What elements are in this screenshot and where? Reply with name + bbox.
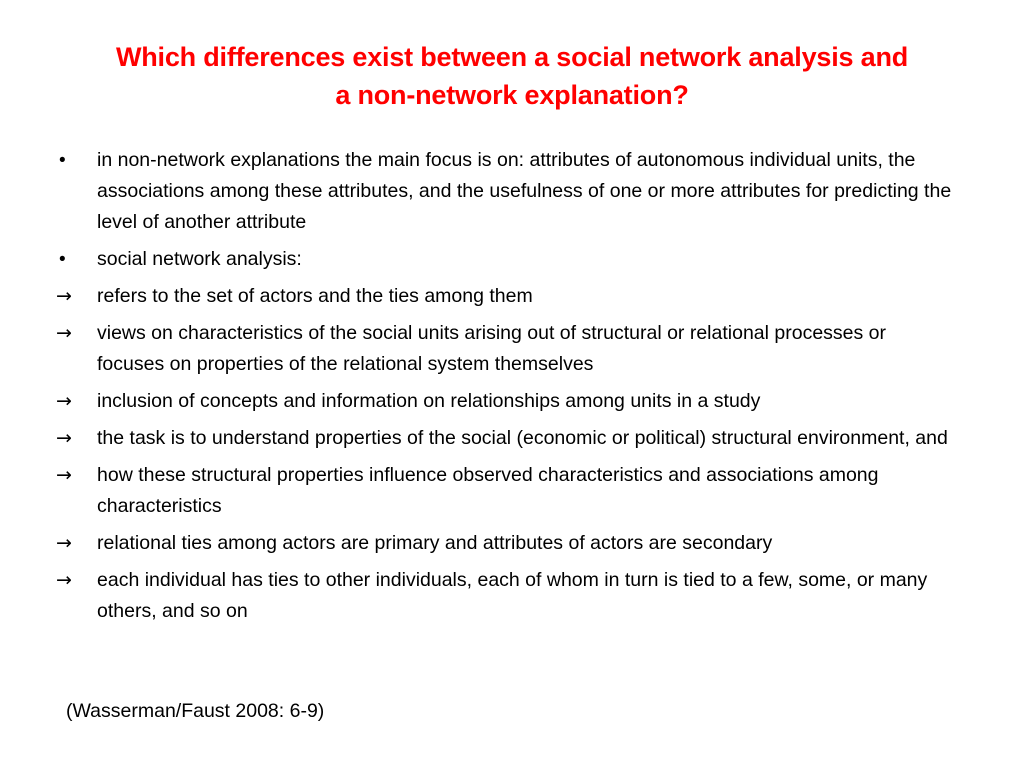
list-item-text: social network analysis: (97, 248, 302, 270)
list-item-text: how these structural properties influence observed characteristics and associations among characteristics (97, 464, 879, 517)
bullet-icon: • (59, 249, 66, 270)
list-item (56, 281, 956, 312)
list-item (56, 386, 956, 417)
list-item-text: in non-network explanations the main focus is on: attributes of autonomous individual units, the associations among these attributes, and the usefulness of one or more attributes for predicting the level of another attribute (97, 149, 952, 233)
list-item (56, 423, 956, 454)
list-item-text: views on characteristics of the social units arising out of structural or relational processes or focuses on properties of the relational system themselves (97, 322, 887, 375)
list-item (56, 318, 956, 380)
list-item-text: the task is to understand properties of the social (economic or political) structural environment, and (97, 427, 948, 449)
list-item (56, 460, 956, 522)
arrow-right-icon: → (56, 322, 72, 344)
arrow-right-icon: → (56, 569, 72, 591)
list-item (56, 528, 956, 559)
list-item-text: refers to the set of actors and the ties among them (97, 285, 533, 307)
list-item-text: each individual has ties to other individuals, each of whom in turn is tied to a few, some, or many others, and so on (97, 569, 928, 622)
list-item (56, 145, 956, 238)
arrow-right-icon: → (56, 532, 72, 554)
list-item (56, 244, 956, 275)
slide-title (60, 38, 964, 114)
slide-title-line-1: Which differences exist between a social network analysis and (115, 42, 909, 72)
arrow-right-icon: → (56, 427, 72, 449)
list-item-text: relational ties among actors are primary and attributes of actors are secondary (97, 532, 773, 554)
arrow-right-icon: → (56, 464, 72, 486)
bullet-icon: • (59, 150, 66, 171)
slide-title-line-2: a non-network explanation? (335, 80, 689, 110)
bullet-list (56, 145, 956, 633)
list-item (56, 565, 956, 627)
citation: (Wasserman/Faust 2008: 6-9) (66, 700, 325, 722)
list-item-text: inclusion of concepts and information on relationships among units in a study (97, 390, 761, 412)
arrow-right-icon: → (56, 285, 72, 307)
arrow-right-icon: → (56, 390, 72, 412)
